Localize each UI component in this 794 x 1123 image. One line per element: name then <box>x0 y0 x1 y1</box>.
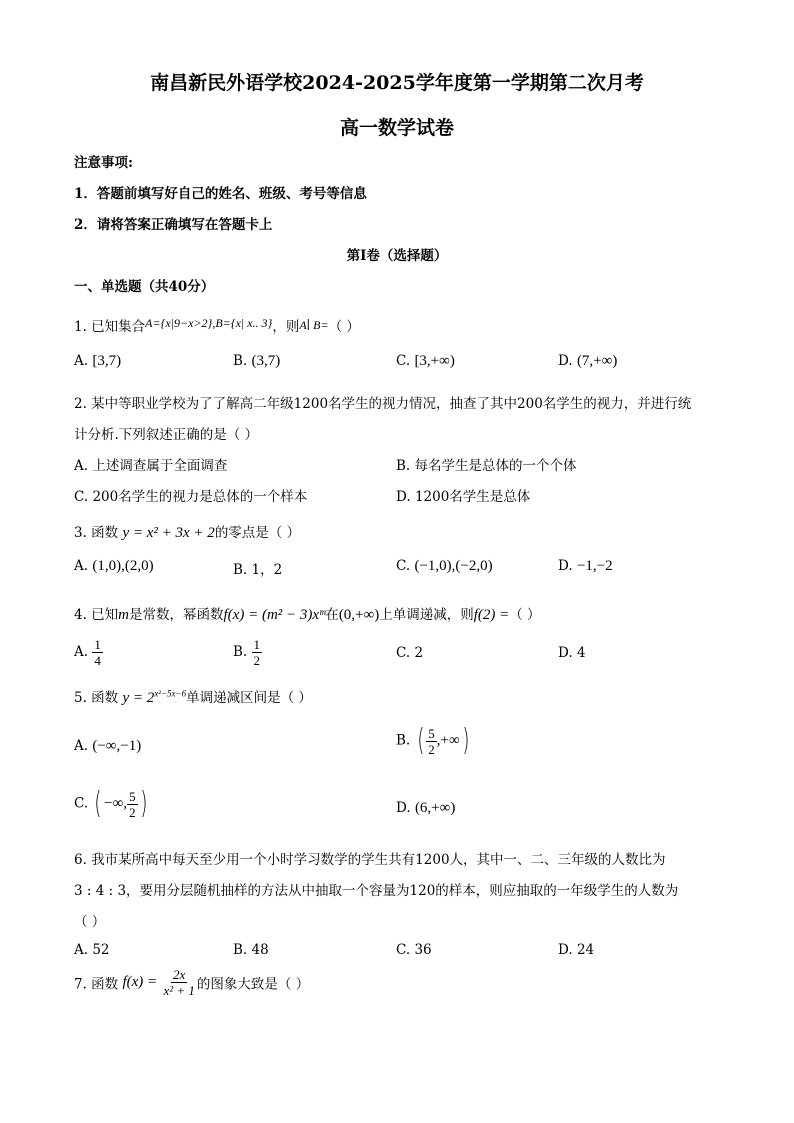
q1-set-a: A={x|9−x>2}, <box>145 316 216 330</box>
q5-option-a[interactable]: A. (−∞,−1) <box>74 738 142 754</box>
q2-option-a[interactable]: A. 上述调查属于全面调查 <box>74 458 228 474</box>
q5-option-c[interactable]: C. ( −∞, $\frac{5}{2}$ ) <box>74 786 147 821</box>
q6-line-1: 6. 我市某所高中每天至少用一个小时学习数学的学生共有1200人，其中一、二、三年级的人数比为 <box>74 852 666 868</box>
q6-option-a[interactable]: A. 52 <box>74 942 110 958</box>
exam-subtitle: 高一数学试卷 <box>339 117 454 139</box>
notes-item-1: 1．答题前填写好自己的姓名、班级、考号等信息 <box>74 186 367 202</box>
q3-option-c[interactable]: C. (−1,0),(−2,0) <box>396 558 493 574</box>
question-5: 5. 函数 $y = 2^{x^2-5x-6}$单调递减区间是（ ） <box>74 688 312 706</box>
question-7: 7. 函数 f(x) = $\frac{2x}{\text{x² + 1}}$ 的图象大致是（ ） <box>74 967 310 998</box>
q6-option-d[interactable]: D. 24 <box>558 942 595 958</box>
q1-option-a[interactable]: A. [3,7) <box>74 353 122 369</box>
q3-option-d[interactable]: D. −1,−2 <box>558 558 613 574</box>
notes-heading: 注意事项: <box>74 155 133 171</box>
q2-line-1: 2. 某中等职业学校为了了解高二年级1200名学生的视力情况，抽查了其中200名学生的视力，并进行统 <box>74 396 692 412</box>
q1-ask-prefix: ，则 <box>272 319 300 335</box>
q4-option-a[interactable]: A. $\frac{1}{4}$ <box>74 637 101 668</box>
q1-paren: （ ） <box>328 319 360 335</box>
q6-option-c[interactable]: C. 36 <box>396 942 432 958</box>
q1-set-b: B={x| x.. 3} <box>215 316 273 330</box>
q4-option-c[interactable]: C. 2 <box>396 645 424 661</box>
q1-option-c[interactable]: C. [3,+∞) <box>396 353 455 369</box>
q3-option-a[interactable]: A. (1,0),(2,0) <box>74 558 154 574</box>
question-4: 4. 已知m是常数，幂函数f(x) = (m² − 3)xᵐ在(0,+∞)上单调递减，则f(2) =（ ） <box>74 607 541 623</box>
q2-option-c[interactable]: C. 200名学生的视力是总体的一个样本 <box>74 489 308 505</box>
q1-lead: 1. 已知集合 <box>74 319 146 335</box>
q4-expr: f(x) = (m² − 3)xᵐ <box>223 607 326 623</box>
q3-option-b[interactable]: B. 1，2 <box>233 562 283 578</box>
q4-option-b[interactable]: B. $\frac{1}{2}$ <box>233 637 261 668</box>
q4-option-d[interactable]: D. 4 <box>558 645 586 661</box>
q6-option-b[interactable]: B. 48 <box>233 942 269 958</box>
q5-option-d[interactable]: D. (6,+∞) <box>396 800 456 816</box>
q2-line-2: 计分析.下列叙述正确的是（ ） <box>74 427 259 443</box>
q6-line-2: 3 : 4 : 3，要用分层随机抽样的方法从中抽取一个容量为120的样本，则应抽取的一年级学生的人数为 <box>74 883 679 899</box>
q2-option-b[interactable]: B. 每名学生是总体的一个个体 <box>396 458 577 474</box>
q2-option-d[interactable]: D. 1200名学生是总体 <box>396 489 531 505</box>
notes-item-2: 2．请将答案正确填写在答题卡上 <box>74 217 273 233</box>
q3-expr: y = x² + 3x + 2 <box>122 525 215 541</box>
question-3: 3. 函数 y = x² + 3x + 2的零点是（ ） <box>74 525 301 541</box>
exam-title: 南昌新民外语学校2024-2025学年度第一学期第二次月考 <box>150 72 644 94</box>
section-heading: 一、单选题（共40分） <box>74 279 215 295</box>
question-1 <box>74 315 360 335</box>
q1-ask-expr: A∣ B= <box>299 318 329 332</box>
q1-option-d[interactable]: D. (7,+∞) <box>558 353 618 369</box>
q5-option-b[interactable]: B. ( $\frac{5}{2}$ ,+∞) <box>396 723 470 758</box>
q6-line-3: （ ） <box>74 914 106 930</box>
q1-option-b[interactable]: B. (3,7) <box>233 353 281 369</box>
volume-heading: 第Ⅰ卷（选择题） <box>346 248 448 264</box>
